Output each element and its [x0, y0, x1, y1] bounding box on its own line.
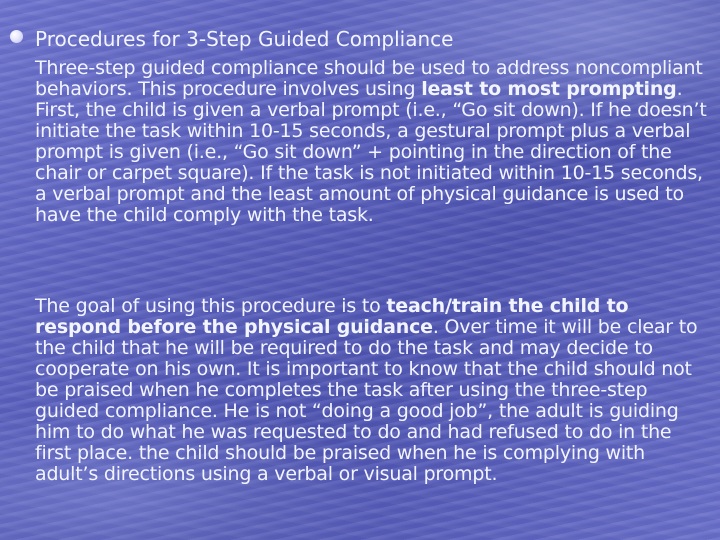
paragraph1-bold-text: least to most prompting: [421, 78, 677, 100]
paragraph-goal: [35, 296, 713, 485]
paragraph2-text-2: . Over time it will be clear to the child that he will be required to do the task and may decide to cooperate on his own. It is important to know that the child should not be praised when he completes the task after using the three-step guided compliance. He is not “doing a good job”, the adult is guiding him to do what he was requested to do and had refused to do in the first place. the child should be praised when he is complying with adult’s directions using a verbal or visual prompt.: [35, 316, 698, 485]
paragraph-guided-compliance: [35, 58, 713, 226]
paragraph2-bold-text: teach/train the child to respond before the physical guidance: [35, 295, 629, 338]
paragraph1-text-1: Three-step guided compliance should be used to address noncompliant behaviors. This procedure involves using: [35, 57, 703, 100]
paragraph2-text-1: The goal of using this procedure is to: [35, 295, 387, 317]
paragraph1-text-2: . First, the child is given a verbal prompt (i.e., “Go sit down). If he doesn’t initiate the task within 10-15 seconds, a gestural prompt plus a verbal prompt is given (i.e., “Go sit down” + pointing in the direction of the chair or carpet square). If the task is not initiated within 10-15 seconds, a verbal prompt and the least amount of physical guidance is used to have the child comply with the task.: [35, 78, 707, 226]
slide-title: Procedures for 3-Step Guided Compliance: [35, 27, 454, 51]
bullet-icon: [10, 30, 23, 43]
